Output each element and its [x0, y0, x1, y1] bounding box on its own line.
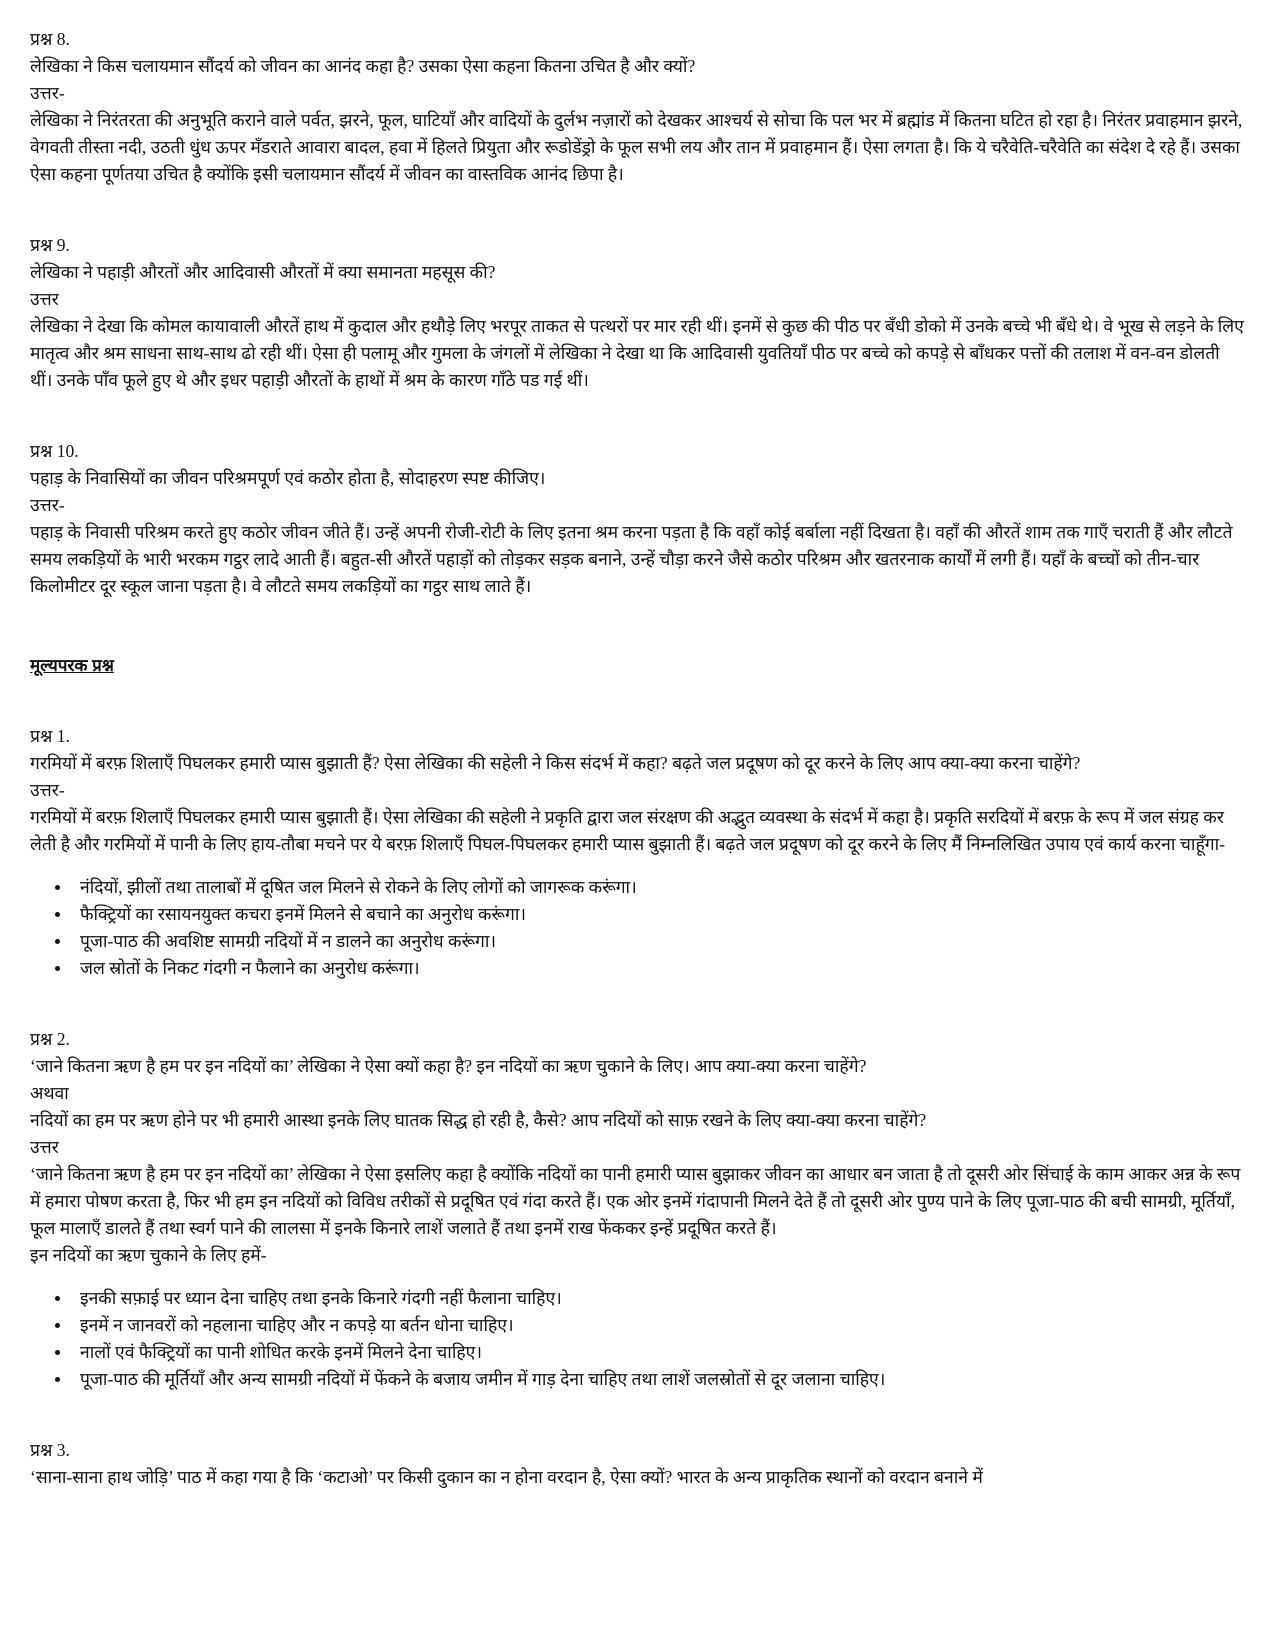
question-number: प्रश्न 10. — [30, 441, 79, 461]
answer-label: उत्तर — [30, 289, 59, 309]
paragraph: गरमियों में बरफ़ शिलाएँ पिघलकर हमारी प्यास बुझाती हैं? ऐसा लेखिका की सहेली ने किस संदर्भ में कहा? बढ़ते जल प्रदूषण को दूर करने के लिए आप क्या-क्या करना चाहेंगे? — [30, 753, 1081, 773]
paragraph: ‘जाने कितना ऋण है हम पर इन नदियों का’ लेखिका ने ऐसा इसलिए कहा है क्योंकि नदियों का पानी हमारी प्यास बुझाकर जीवन का आधार बन जाता है तो दूसरी ओर सिंचाई के काम आकर अन्न के रूप में हमारा पोषण करता है, फिर भी हम इन नदियों को विविध तरीकों से प्रदूषित एवं गंदा करते हैं। एक ओर इनमें गंदापानी मिलने देते हैं तो दूसरी ओर पुण्य पाने के लिए पूजा-पाठ की बची सामग्री, मूर्तियाँ, फूल मालाएँ डालते हैं तथा स्वर्ग पाने की लालसा में इनके किनारे लाशें जलाते हैं तथा इनमें राख फेंककर इन्हें प्रदूषित करते हैं। — [30, 1164, 1241, 1238]
question-number: प्रश्न 3. — [30, 1440, 70, 1460]
answer-label: उत्तर- — [30, 495, 65, 515]
answer-label: उत्तर — [30, 1137, 59, 1157]
question-number: प्रश्न 9. — [30, 235, 70, 255]
paragraph: पहाड़ के निवासी परिश्रम करते हुए कठोर जीवन जीते हैं। उन्हें अपनी रोजी-रोटी के लिए इतना श्रम करना पड़ता है कि वहाँ कोई बर्बाला नहीं दिखता है। वहाँ की औरतें शाम तक गाएँ चराती हैं और लौटते समय लकड़ियों के भारी भरकम गट्ठर लादे आती हैं। बहुत-सी औरतें पहाड़ों को तोड़कर सड़क बनाने, उन्हें चौड़ा करने जैसे कठोर परिश्रम और खतरनाक कार्यों में लगी हैं। यहाँ के बच्चों को तीन-चार किलोमीटर दूर स्कूल जाना पड़ता है। वे लौटते समय लकड़ियों का गट्ठर साथ लाते हैं। — [30, 522, 1233, 596]
bullet-item: इनकी सफ़ाई पर ध्यान देना चाहिए तथा इनके किनारे गंदगी नहीं फैलाना चाहिए। — [30, 1285, 1245, 1312]
paragraph: पहाड़ के निवासियों का जीवन परिश्रमपूर्ण एवं कठोर होता है, सोदाहरण स्पष्ट कीजिए। — [30, 468, 546, 488]
question-number: प्रश्न 8. — [30, 29, 70, 49]
paragraph: नदियों का हम पर ऋण होने पर भी हमारी आस्था इनके लिए घातक सिद्ध हो रही है, कैसे? आप नदियों को साफ़ रखने के लिए क्या-क्या करना चाहेंगे? — [30, 1110, 927, 1130]
answer-label: उत्तर- — [30, 83, 65, 103]
paragraph: ‘साना-साना हाथ जोड़ि’ पाठ में कहा गया है कि ‘कटाओ’ पर किसी दुकान का न होना वरदान है, ऐसा क्यों? भारत के अन्य प्राकृतिक स्थानों को वरदान बनाने में — [30, 1467, 983, 1487]
bullet-list — [30, 874, 1245, 982]
question-number: प्रश्न 1. — [30, 726, 70, 746]
paragraph: लेखिका ने देखा कि कोमल कायावाली औरतें हाथ में कुदाल और हथौड़े लिए भरपूर ताकत से पत्थरों पर मार रही थीं। इनमें से कुछ की पीठ पर बँधी डोको में उनके बच्चे भी बँधे थे। वे भूख से लड़ने के लिए मातृत्व और श्रम साधना साथ-साथ ढो रही थीं। ऐसा ही पलामू और गुमला के जंगलों में लेखिका ने देखा था कि आदिवासी युवतियाँ पीठ पर बच्चे को कपड़े से बाँधकर पत्तों की तलाश में वन-वन डोलती थीं। उनके पाँव फूले हुए थे और इधर पहाड़ी औरतों के हाथों में श्रम के कारण गाँठे पड गई थीं। — [30, 316, 1244, 390]
paragraph: लेखिका ने निरंतरता की अनुभूति कराने वाले पर्वत, झरने, फूल, घाटियाँ और वादियों के दुर्लभ नज़ारों को देखकर आश्चर्य से सोचा कि पल भर में ब्रह्मांड में कितना घटित हो रहा है। निरंतर प्रवाहमान झरने, वेगवती तीस्ता नदी, उठती धुंध ऊपर मँडराते आवारा बादल, हवा में हिलते प्रियुता और रूडोडेंड्रो के फूल सभी लय और तान में प्रवाहमान हैं। ऐसा लगता है। कि ये चरैवेति-चरैवेति का संदेश दे रहे हैं। उसका ऐसा कहना पूर्णतया उचित है क्योंकि इसी चलायमान सौंदर्य में जीवन का वास्तविक आनंद छिपा है। — [30, 110, 1243, 184]
paragraph: इन नदियों का ऋण चुकाने के लिए हमें- — [30, 1245, 267, 1265]
paragraph: लेखिका ने किस चलायमान सौंदर्य को जीवन का आनंद कहा है? उसका ऐसा कहना कितना उचित है और क्यों? — [30, 56, 696, 76]
bullet-item: पूजा-पाठ की मूर्तियाँ और अन्य सामग्री नदियों में फेंकने के बजाय जमीन में गाड़ देना चाहिए तथा लाशें जलस्रोतों से दूर जलाना चाहिए। — [30, 1366, 1245, 1393]
question-number: प्रश्न 2. — [30, 1029, 70, 1049]
paragraph: ‘जाने कितना ऋण है हम पर इन नदियों का’ लेखिका ने ऐसा क्यों कहा है? इन नदियों का ऋण चुकाने के लिए। आप क्या-क्या करना चाहेंगे? — [30, 1056, 867, 1076]
answer-label: अथवा — [30, 1083, 69, 1103]
bullet-item: इनमें न जानवरों को नहलाना चाहिए और न कपड़े या बर्तन धोना चाहिए। — [30, 1312, 1245, 1339]
paragraph: गरमियों में बरफ़ शिलाएँ पिघलकर हमारी प्यास बुझाती हैं। ऐसा लेखिका की सहेली ने प्रकृति द्वारा जल संरक्षण की अद्भुत व्यवस्था के संदर्भ में कहा है। प्रकृति सरदियों में बरफ़ के रूप में जल संग्रह कर लेती है और गरमियों में पानी के लिए हाय-तौबा मचने पर ये बरफ़ शिलाएँ पिघल-पिघलकर हमारी प्यास बुझाती हैं। बढ़ते जल प्रदूषण को दूर करने के लिए मैं निम्नलिखित उपाय एवं कार्य करना चाहूँगा- — [30, 807, 1225, 854]
bullet-item: पूजा-पाठ की अवशिष्ट सामग्री नदियों में न डालने का अनुरोध करूंगा। — [30, 928, 1245, 955]
bullet-item: फैक्ट्रियों का रसायनयुक्त कचरा इनमें मिलने से बचाने का अनुरोध करूंगा। — [30, 901, 1245, 928]
answer-label: उत्तर- — [30, 780, 65, 800]
bullet-list — [30, 1285, 1245, 1393]
bullet-item: जल स्रोतों के निकट गंदगी न फैलाने का अनुरोध करूंगा। — [30, 955, 1245, 982]
bullet-item: नालों एवं फैक्ट्रियों का पानी शोधित करके इनमें मिलने देना चाहिए। — [30, 1339, 1245, 1366]
bullet-item: नंदियों, झीलों तथा तालाबों में दूषित जल मिलने से रोकने के लिए लोगों को जागरूक करूंगा। — [30, 874, 1245, 901]
paragraph: लेखिका ने पहाड़ी औरतों और आदिवासी औरतों में क्या समानता महसूस की? — [30, 262, 496, 282]
section-heading: मूल्यपरक प्रश्न — [30, 656, 114, 675]
